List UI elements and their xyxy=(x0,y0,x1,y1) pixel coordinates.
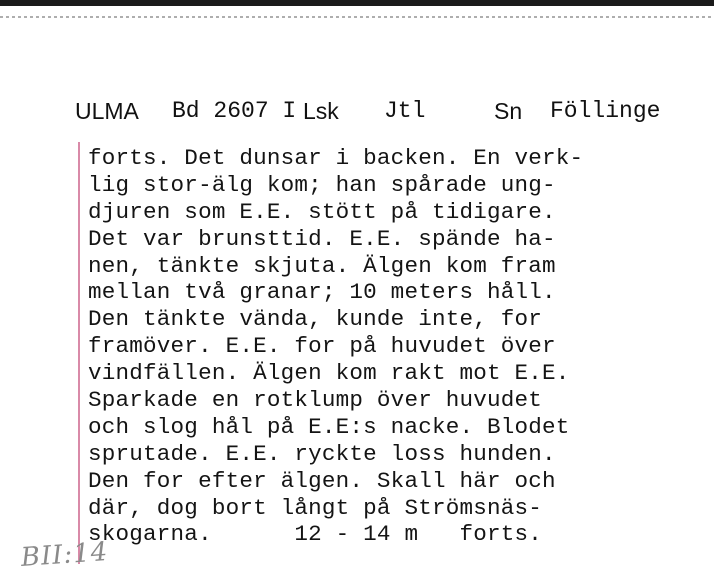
perforation-line xyxy=(0,16,714,18)
text-line: framöver. E.E. for på huvudet över xyxy=(88,333,556,360)
card-top-edge xyxy=(0,0,714,6)
province-label: Lsk xyxy=(303,98,339,124)
record-code: Bd 2607 I xyxy=(172,98,297,124)
archive-name: ULMA xyxy=(75,98,139,124)
text-line: sprutade. E.E. ryckte loss hunden. xyxy=(88,440,556,467)
card-header xyxy=(75,94,695,128)
text-line: Den tänkte vända, kunde inte, for xyxy=(88,306,543,333)
text-line: Sparkade en rotklump över huvudet xyxy=(88,387,543,414)
text-line: Det var brunsttid. E.E. spände ha- xyxy=(88,225,556,252)
text-line: lig stor-älg kom; han spårade ung- xyxy=(88,171,556,198)
text-line: djuren som E.E. stött på tidigare. xyxy=(88,198,556,225)
text-line: forts. Det dunsar i backen. En verk- xyxy=(88,145,584,171)
province-name: Jtl xyxy=(384,98,426,124)
handwritten-reference: BII:14 xyxy=(19,536,110,573)
text-line: Den for efter älgen. Skall här och xyxy=(88,467,556,494)
text-line: vindfällen. Älgen kom rakt mot E.E. xyxy=(88,360,570,387)
text-line: mellan två granar; 10 meters håll. xyxy=(88,279,556,306)
parish-name: Föllinge xyxy=(550,98,661,124)
text-line: där, dog bort långt på Strömsnäs- xyxy=(88,494,543,521)
margin-rule xyxy=(78,142,80,564)
card-body-text xyxy=(88,145,688,548)
parish-label: Sn xyxy=(494,98,523,124)
text-line: skogarna. 12 - 14 m forts. xyxy=(88,521,543,548)
text-line: nen, tänkte skjuta. Älgen kom fram xyxy=(88,252,556,279)
text-line: och slog hål på E.E:s nacke. Blodet xyxy=(88,413,570,440)
